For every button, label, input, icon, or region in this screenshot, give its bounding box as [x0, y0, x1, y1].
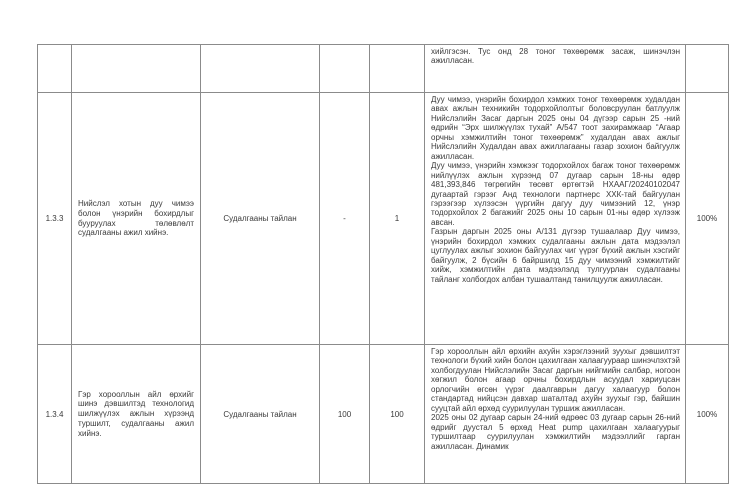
performance-paragraph: Гэр хорооллын айл өрхийн ахуйн хэрэглээний зуухыг дэвшилтэт технологи бүхий хийн болон цахилгаан халаагуураар шинэчлэхтэй холбогдуулан Нийслэлийн Засаг даргын нийгмийн салбар, ногоон хөгжил болон агаар орчны бохирдлын асуудал хариуцсан орлогчийн өгсөн үүрэг даалгаврын дагуу халаагуур болон стандартад нийцсэн давхар шаталтад ахуйн зуухыг гэр, байшин сууцтай айл өрхөд суурилуулан туршиж ажилласан. — [431, 347, 680, 413]
table-row — [38, 93, 729, 345]
baseline-cell: 100 — [320, 345, 370, 484]
performance-paragraph: 2025 оны 02 дугаар сарын 24-ний өдрөөс 03 дугаар сарын 26-ний өдрийг дуустал 5 өрхөд Heat pump цахилгаан халаагуурыг туршилтаар суурилуулан хэмжилтийн мэдээллийг гарган ажилласан. Динамик — [431, 413, 680, 451]
table-row — [38, 345, 729, 484]
indicator-cell: Судалгааны тайлан — [201, 345, 320, 484]
indicator-cell: Судалгааны тайлан — [201, 93, 320, 345]
target-cell: 100 — [370, 345, 425, 484]
indicator-cell — [201, 45, 320, 93]
target-cell: 1 — [370, 93, 425, 345]
target-cell — [370, 45, 425, 93]
activity-text: Нийслэл хотын дуу чимээ болон үнэрийн бохирдлыг бууруулах төлөвлөлт судалгааны ажил хийнэ. — [78, 198, 194, 238]
performance-cell — [425, 45, 686, 93]
percent-cell: 100% — [686, 345, 729, 484]
baseline-cell — [320, 45, 370, 93]
activity-text — [72, 67, 200, 71]
performance-paragraph: Дуу чимээ, үнэрийн бохирдол хэмжих тоног төхөөрөмж худалдан авах ажлын техникийн тодорхойлолтыг боловсруулан батлуулж Нийслэлийн Засаг даргын 2025 оны 04 дүгээр сарын 25 -ний өдрийн “Эрх шилжүүлэх тухай” А/547 тоот захирамжаар “Агаар орчны хэмжилтийн тоног төхөөрөмж” худалдан авах ажлыг Нийслэлийн Худалдан авах ажиллагааны газар зохион байгуулж ажилласан. — [431, 95, 680, 161]
activity-text: Гэр хорооллын айл өрхийг шинэ дэвшилтэд технологид шилжүүлэх ажлын хүрээнд туршилт, судалгааны ажил хийнэ. — [78, 389, 194, 438]
percent-cell: 100% — [686, 93, 729, 345]
activity-cell — [72, 345, 201, 484]
row-id-cell: 1.3.4 — [38, 345, 72, 484]
performance-paragraph: Газрын даргын 2025 оны А/131 дүгээр тушаалаар Дуу чимээ, үнэрийн бохирдол хэмжих судалгааны ажлын дата мэдээлэл цуглуулах ажлыг зохион байгуулах чиг үүрэг бүхий ажлын хэсгийг байгуулж, 2 бүсийн 6 байршилд 15 дуу чимээний хэмжилтийг хийж, хэмжилтийн дата мэдээлэлд тулгуурлан судалгааны тайланг холбогдох албан тушаалтанд танилцуулж ажилласан. — [431, 227, 680, 284]
activity-cell — [72, 93, 201, 345]
baseline-cell: - — [320, 93, 370, 345]
percent-cell — [686, 45, 729, 93]
activity-cell — [72, 45, 201, 93]
performance-cell — [425, 345, 686, 484]
results-table — [37, 44, 729, 484]
row-id-cell — [38, 45, 72, 93]
table-row — [38, 45, 729, 93]
row-id-cell: 1.3.3 — [38, 93, 72, 345]
performance-cell — [425, 93, 686, 345]
performance-paragraph: Дуу чимээ, үнэрийн хэмжээг тодорхойлох багаж тоног төхөөрөмж нийлүүлэх ажлын хүрээнд 07 дугаар сарын 18-ны өдөр 481,393,846 төгрөгийн төсөвт өртөгтэй НХААГ/20240102047 дугаартай гэрээг Анд технологи партнерс ХХК-тай байгуулан гэрээгээр хүлээсэн үүргийн дагуу дуу чимээний 12, үнэр тодорхойлох 2 багажийг 2025 оны 10 сарын 01-ны өдөр хүлээж авсан. — [431, 161, 680, 227]
performance-paragraph: хийлгэсэн. Тус онд 28 тоног төхөөрөмж засаж, шинэчлэн ажилласан. — [431, 47, 680, 66]
